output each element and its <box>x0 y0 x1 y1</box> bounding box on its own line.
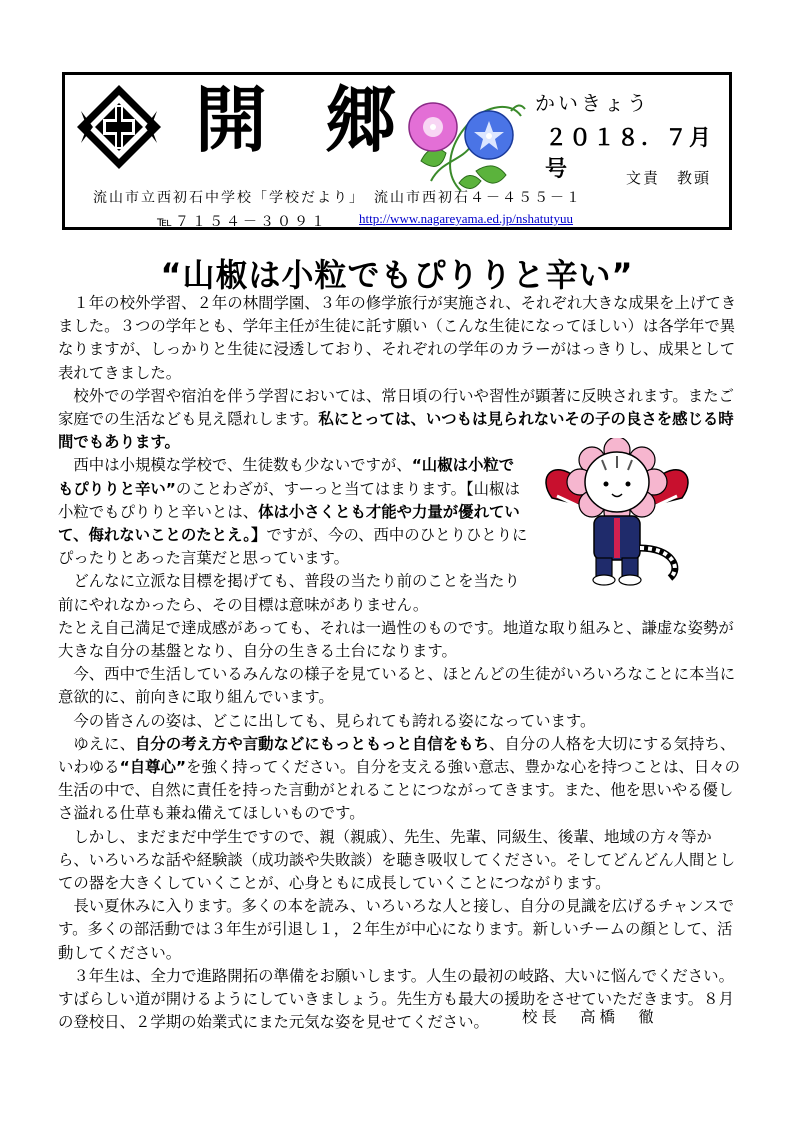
paragraph-3-text-c: のことわざが、すーっと当てはまります。【山椒は小粒でもぴりりと辛いとは、 <box>58 479 520 521</box>
paragraph-3 <box>58 454 528 570</box>
paragraph-8: しかし、まだまだ中学生ですので、親（親戚）、先生、先輩、同級生、後輩、地域の方々等から、いろいろな話や経験談（成功談や失敗談）を聴き吸収してください。そしてどんどん人間としての器を大きくしていくことが、心身ともに成長していくことにつながります。 <box>58 827 736 893</box>
paragraph-9: 長い夏休みに入ります。多くの本を読み、いろいろな人と接し、自分の見識を広げるチャンスです。多くの部活動では３年生が引退し１，２年生が中心になります。新しいチームの顔として、活動してください。 <box>58 897 734 962</box>
school-emblem-icon <box>73 81 165 173</box>
cat-mascot-illustration <box>532 438 702 588</box>
school-address-line: 流山市立西初石中学校「学校だより」 流山市西初石４－４５５－１ <box>93 190 582 206</box>
school-website-link[interactable]: http://www.nagareyama.ed.jp/nshatutyuu <box>359 211 573 226</box>
newsletter-header <box>62 72 732 230</box>
newsletter-title-char-2: 郷 <box>325 78 398 162</box>
paragraph-7-text-c: 、自分の人格を大切にする気持ち、いわゆる <box>58 734 736 777</box>
paragraph-3-text-e: ですが、今の、西中のひとりひとりにぴったりとあった言葉だと思っています。 <box>58 526 528 568</box>
newsletter-title-char-1: 開 <box>195 78 268 162</box>
paragraph-7-emphasis: 自分の考え方や言動などにもっともっと自信をもち <box>134 734 489 753</box>
article-body <box>58 292 742 1035</box>
paragraph-1: １年の校外学習、２年の林間学園、３年の修学旅行が実施され、それぞれ大きな成果を上げてきました。３つの学年とも、学年主任が生徒に託す願い（こんな生徒になってほしい）は各学年で異なりますが、しっかりと生徒に浸透しており、それぞれの学年のカラーがはっきりし、成果として表れてきました。 <box>58 294 737 382</box>
paragraph-10: ３年生は、全力で進路開拓の準備をお願いします。人生の最初の岐路、大いに悩んでください。すばらしい道が開けるようにしていきましょう。先生方も最大の援助をさせていただきます。８月の登校日、２学期の始業式にまた元気な姿を見せてください。 <box>58 966 734 1032</box>
paragraph-2-emphasis: 私にとっては、いつもは見られないその子の良さを感じる時間でもあります。 <box>58 410 734 452</box>
paragraph-5: 今、西中で生活しているみんなの様子を見ていると、ほとんどの生徒がいろいろなことに本当に意欲的に、前向きに取り組んでいます。 <box>58 665 736 707</box>
author-credit: 文責 教頭 <box>625 169 711 187</box>
issue-number: ２０１８．７月号 <box>545 126 714 182</box>
paragraph-7 <box>58 733 742 826</box>
proverb-quote: “山椒は小粒でもぴりりと辛い” <box>58 456 515 498</box>
morning-glory-illustration <box>401 91 531 195</box>
article-headline: “山椒は小粒でもぴりりと辛い” <box>160 256 634 294</box>
principal-signature: 校長 高橋 徹 <box>522 1008 658 1026</box>
telephone-number: ℡７１５４－３０９１ <box>157 214 329 230</box>
paragraph-7-text-e: を強く持ってください。自分を支える強い意志、豊かな心を持つことは、日々の生活の中で、自然に責任を持った言動がとれることにつながってきます。また、他を思いやる優しさ溢れる仕草も兼ね備えてほしいものです。 <box>58 758 741 823</box>
paragraph-4-text-a: どんなに立派な目標を掲げても、普段の当たり前のことを当たり前にやれなかったら、その目標は意味がありません。 <box>58 572 520 614</box>
paragraph-6: 今の皆さんの姿は、どこに出しても、見られても誇れる姿になっています。 <box>58 711 596 730</box>
paragraph-4-text-b: たとえ自己満足で達成感があっても、それは一過性のものです。地道な取り組みと、謙虚な姿勢が大きな自分の基盤となり、自分の生きる土台になります。 <box>58 618 734 661</box>
self-esteem-term: “自尊心” <box>119 758 186 777</box>
title-reading: かいきょう <box>535 91 650 115</box>
paragraph-7-text-a: ゆえに、 <box>58 734 135 753</box>
paragraph-3-text-a: 西中は小規模な学校で、生徒数も少ないですが、 <box>58 456 412 475</box>
proverb-meaning: 体は小さくとも才能や力量が優れていて、侮れないことのたとえ。】 <box>58 502 520 545</box>
paragraph-2-text: 校外での学習や宿泊を伴う学習においては、常日頃の行いや習性が顕著に反映されます。またご家庭での生活なども見え隠れします。 <box>58 386 734 429</box>
